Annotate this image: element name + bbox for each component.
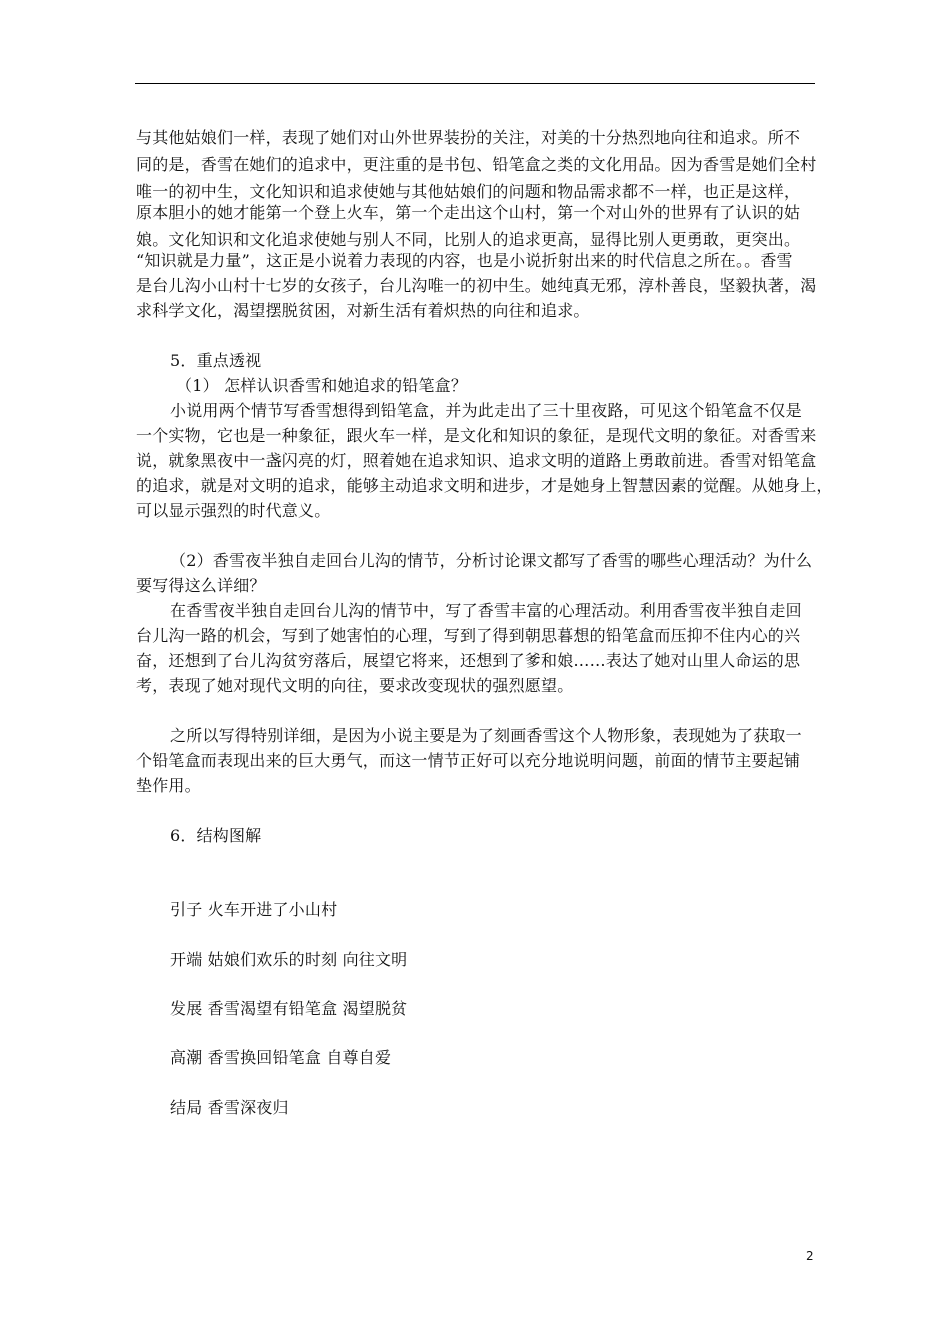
body-line: 同的是，香雪在她们的追求中，更注重的是书包、铅笔盒之类的文化用品。因为香雪是她们全村 [136, 155, 817, 174]
answer-line: 的追求，就是对文明的追求，能够主动追求文明和进步，才是她身上智慧因素的觉醒。从她身上， [136, 476, 833, 495]
answer-line: 小说用两个情节写香雪想得到铅笔盒，并为此走出了三十里夜路，可见这个铅笔盒不仅是 [170, 401, 802, 420]
section-heading: 5．重点透视 [170, 351, 262, 370]
structure-item: 开端 姑娘们欢乐的时刻 向往文明 [170, 950, 408, 969]
answer-line: 一个实物，它也是一种象征，跟火车一样，是文化和知识的象征，是现代文明的象征。对香雪来 [136, 426, 817, 445]
question-heading: （2）香雪夜半独自走回台儿沟的情节，分析讨论课文都写了香雪的哪些心理活动？为什么 [170, 551, 813, 570]
answer-line: 垫作用。 [136, 776, 201, 795]
page-number: 2 [806, 1249, 814, 1263]
structure-item: 结局 香雪深夜归 [170, 1098, 289, 1117]
structure-item: 发展 香雪渴望有铅笔盒 渴望脱贫 [170, 999, 408, 1018]
answer-line: 在香雪夜半独自走回台儿沟的情节中，写了香雪丰富的心理活动。利用香雪夜半独自走回 [170, 601, 802, 620]
answer-line: 考，表现了她对现代文明的向往，要求改变现状的强烈愿望。 [136, 676, 574, 695]
question-heading: （1） 怎样认识香雪和她追求的铅笔盒？ [176, 376, 468, 395]
body-line: 原本胆小的她才能第一个登上火车，第一个走出这个山村，第一个对山外的世界有了认识的姑 [136, 203, 801, 222]
answer-line: 个铅笔盒而表现出来的巨大勇气，而这一情节正好可以充分地说明问题，前面的情节主要起铺 [136, 751, 801, 770]
body-line: “知识就是力量”，这正是小说着力表现的内容，也是小说折射出来的时代信息之所在。。香雪 [136, 251, 793, 270]
answer-line: 说，就象黑夜中一盏闪亮的灯，照着她在追求知识、追求文明的道路上勇敢前进。香雪对铅笔盒 [136, 451, 817, 470]
body-line: 唯一的初中生，文化知识和追求使她与其他姑娘们的问题和物品需求都不一样，也正是这样， [136, 182, 801, 201]
header-rule [135, 83, 815, 84]
answer-line: 之所以写得特别详细，是因为小说主要是为了刻画香雪这个人物形象，表现她为了获取一 [170, 726, 802, 745]
answer-line: 台儿沟一路的机会，写到了她害怕的心理，写到了得到朝思暮想的铅笔盒而压抑不住内心的兴 [136, 626, 801, 645]
section-heading: 6．结构图解 [170, 826, 262, 845]
body-line: 与其他姑娘们一样，表现了她们对山外世界装扮的关注，对美的十分热烈地向往和追求。所不 [136, 128, 801, 147]
body-line: 是台儿沟小山村十七岁的女孩子，台儿沟唯一的初中生。她纯真无邪，淳朴善良，坚毅执著，渴 [136, 276, 817, 295]
body-line: 娘。文化知识和文化追求使她与别人不同，比别人的追求更高，显得比别人更勇敢，更突出。 [136, 230, 801, 249]
question-heading: 要写得这么详细？ [136, 576, 266, 595]
structure-item: 引子 火车开进了小山村 [170, 900, 338, 919]
body-line: 求科学文化，渴望摆脱贫困，对新生活有着炽热的向往和追求。 [136, 301, 590, 320]
structure-item: 高潮 香雪换回铅笔盒 自尊自爱 [170, 1048, 392, 1067]
answer-line: 奋，还想到了台儿沟贫穷落后，展望它将来，还想到了爹和娘……表达了她对山里人命运的思 [136, 651, 801, 670]
answer-line: 可以显示强烈的时代意义。 [136, 501, 331, 520]
